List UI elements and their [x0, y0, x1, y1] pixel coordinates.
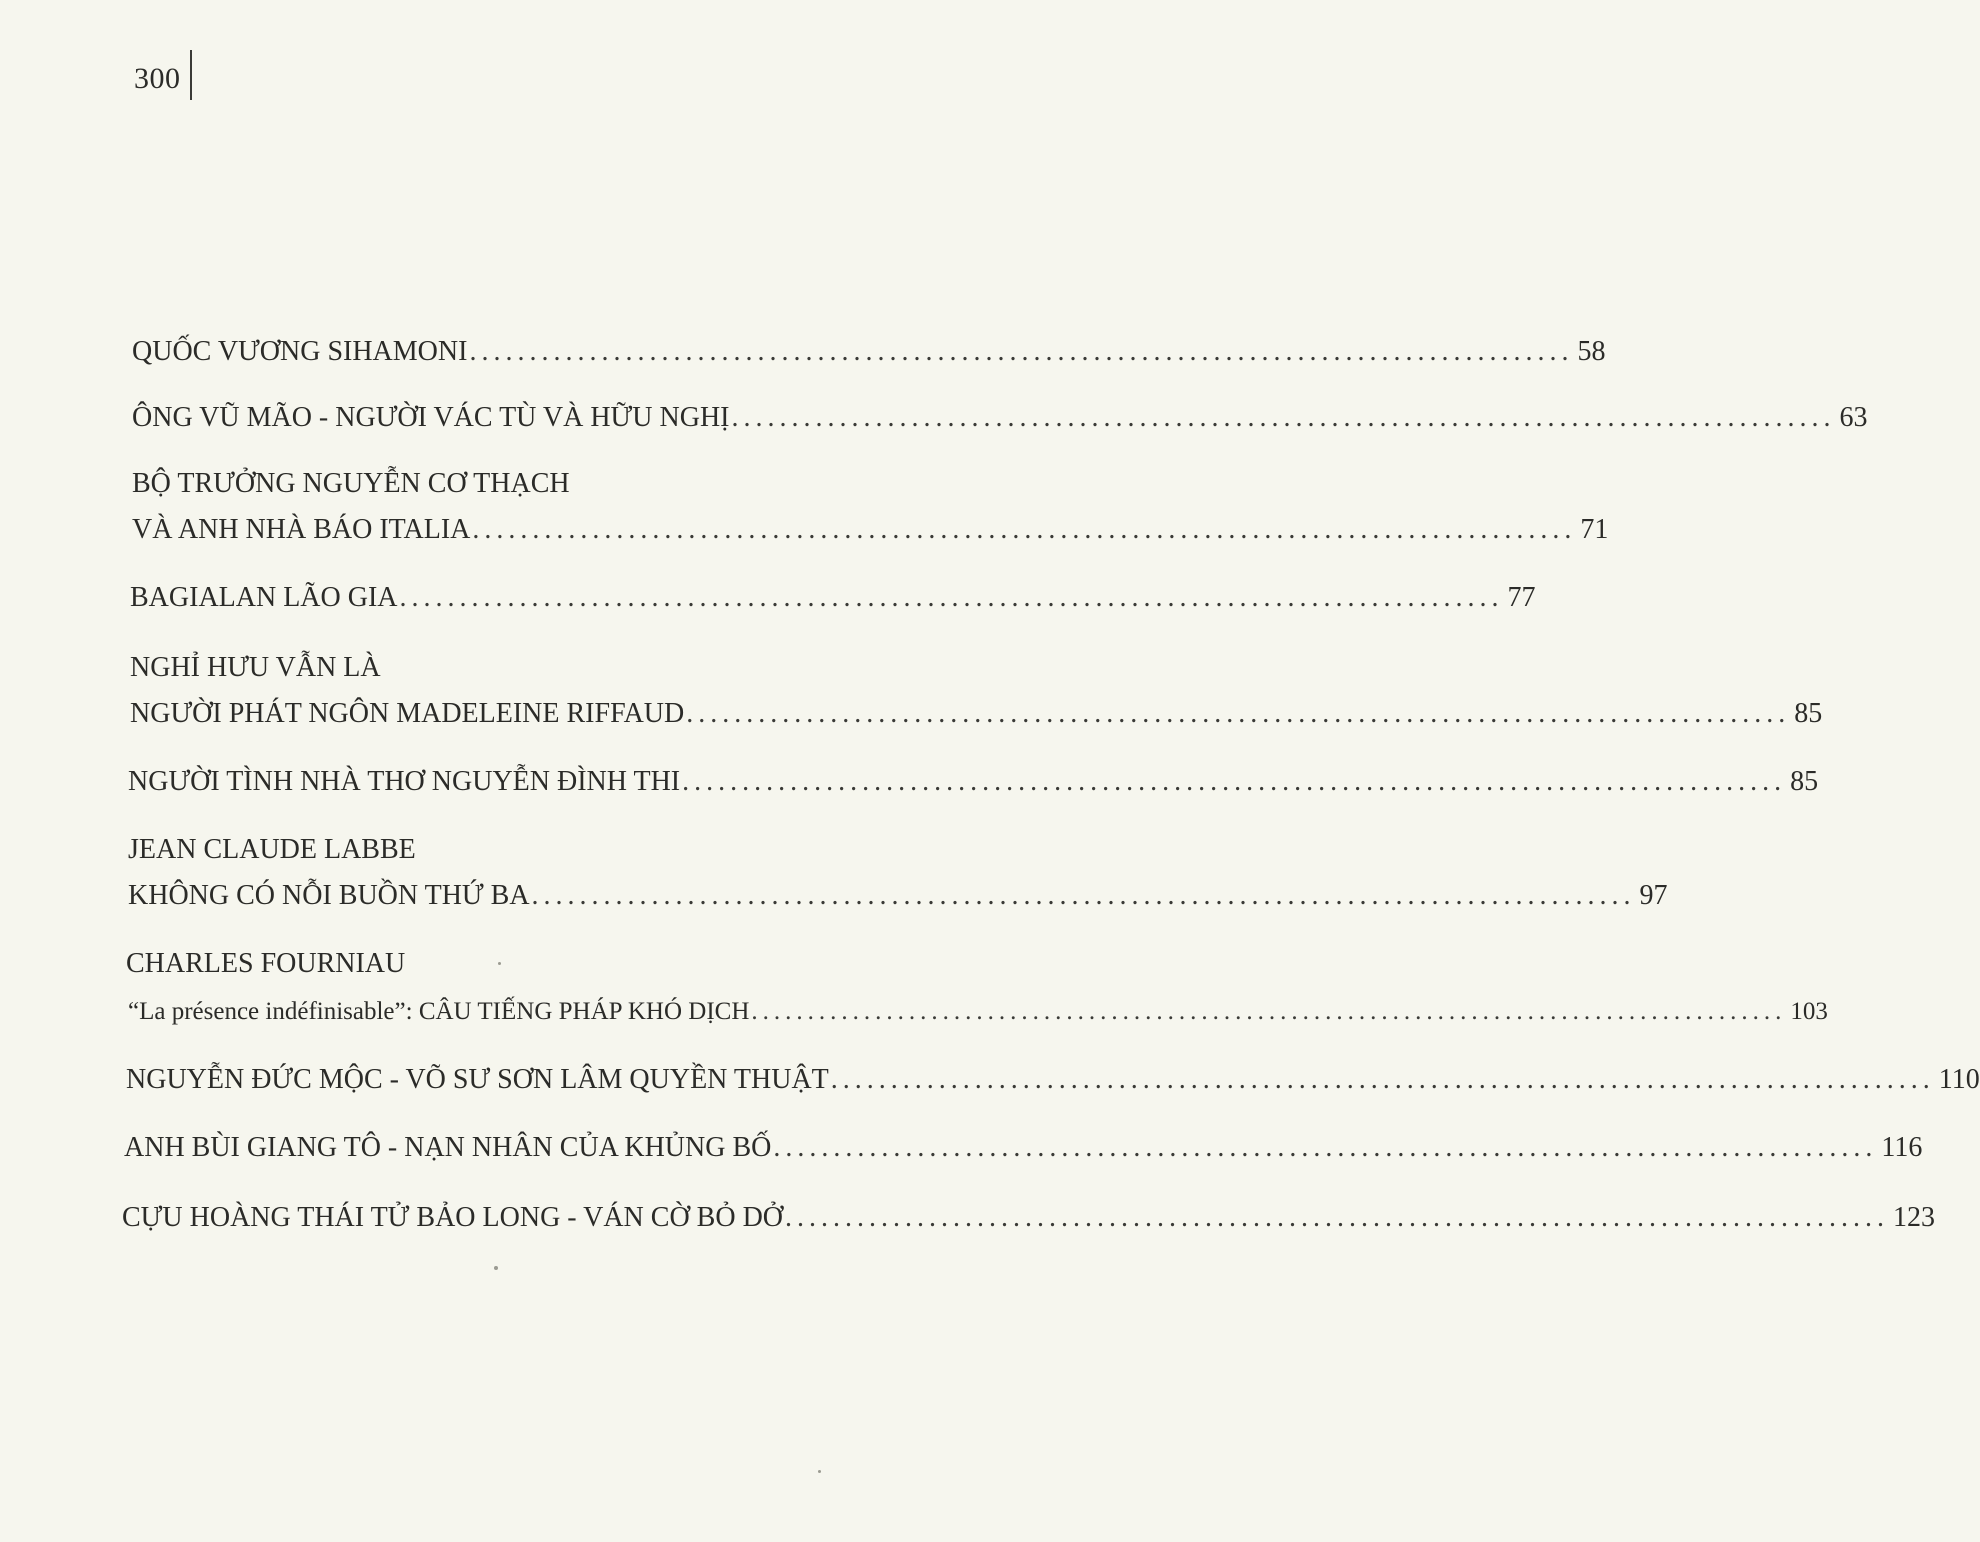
- toc-entry-title: QUỐC VƯƠNG SIHAMONI: [132, 336, 468, 367]
- toc-entry-page: 110: [1938, 1064, 1980, 1095]
- dot-leader: ............................................................................................: [472, 514, 1577, 545]
- paper-speck: [494, 1266, 498, 1270]
- toc-entry-title: ANH BÙI GIANG TÔ - NẠN NHÂN CỦA KHỦNG BỐ: [124, 1132, 772, 1163]
- toc-entry-page: 97: [1639, 880, 1668, 911]
- toc-entry-page: 63: [1839, 402, 1868, 433]
- toc-entry-title: CỰU HOÀNG THÁI TỬ BẢO LONG - VÁN CỜ BỎ DỞ: [122, 1202, 784, 1233]
- dot-leader: ............................................................................................: [785, 1202, 1890, 1233]
- dot-leader: ............................................................................................: [830, 1064, 1935, 1095]
- toc-entry: [0, 762, 1819, 802]
- toc-entry: [0, 510, 1609, 550]
- toc-entry: [0, 992, 1828, 1032]
- toc-entry: [0, 694, 1823, 734]
- toc-entry-page: 77: [1507, 582, 1536, 613]
- toc-entry-title: VÀ ANH NHÀ BÁO ITALIA: [132, 514, 471, 545]
- toc-entry-page: 123: [1893, 1202, 1936, 1233]
- toc-entry: [0, 578, 1536, 618]
- dot-leader: ............................................................................................: [751, 998, 1787, 1025]
- toc-entry-heading-line: [0, 464, 946, 504]
- toc-entry-page: 58: [1577, 336, 1606, 367]
- toc-entry-heading-line: [0, 944, 946, 984]
- toc-entry-title: NGƯỜI PHÁT NGÔN MADELEINE RIFFAUD: [130, 698, 685, 729]
- toc-entry-heading-line: [0, 648, 946, 688]
- toc-entry-title: KHÔNG CÓ NỖI BUỒN THỨ BA: [128, 880, 530, 911]
- toc-entry-page: 71: [1580, 514, 1609, 545]
- toc-entry-title-line1: CHARLES FOURNIAU: [126, 948, 406, 979]
- dot-leader: ............................................................................................: [469, 336, 1574, 367]
- toc-entry-page: 116: [1881, 1132, 1923, 1163]
- toc-entry-title: NGƯỜI TÌNH NHÀ THƠ NGUYỄN ĐÌNH THI: [128, 766, 681, 797]
- toc-entry-title-line1: BỘ TRƯỞNG NGUYỄN CƠ THẠCH: [132, 468, 570, 499]
- dot-leader: ............................................................................................: [773, 1132, 1878, 1163]
- toc-entry: [0, 332, 1606, 372]
- toc-entry-heading-line: [0, 830, 946, 870]
- toc-entry-title: ÔNG VŨ MÃO - NGƯỜI VÁC TÙ VÀ HỮU NGHỊ: [132, 402, 730, 433]
- toc-entry: [0, 1060, 1980, 1100]
- dot-leader: ............................................................................................: [686, 698, 1791, 729]
- paper-speck: [818, 1470, 821, 1473]
- toc-entry: [0, 876, 1668, 916]
- header-divider: [190, 50, 192, 100]
- toc-entry-title: “La présence indéfinisable”: CÂU TIẾNG PHÁP KHÓ DỊCH: [128, 998, 750, 1025]
- toc-entry-title: BAGIALAN LÃO GIA: [130, 582, 398, 613]
- dot-leader: ............................................................................................: [531, 880, 1636, 911]
- toc-entry-title-line1: JEAN CLAUDE LABBE: [128, 834, 416, 865]
- toc-entry-page: 85: [1794, 698, 1823, 729]
- toc-entry-page: 85: [1790, 766, 1819, 797]
- toc-entry-page: 103: [1790, 998, 1828, 1025]
- dot-leader: ............................................................................................: [731, 402, 1836, 433]
- toc-entry: [0, 1128, 1923, 1168]
- dot-leader: ............................................................................................: [399, 582, 1504, 613]
- dot-leader: ............................................................................................: [682, 766, 1787, 797]
- toc-entry-title: NGUYỄN ĐỨC MỘC - VÕ SƯ SƠN LÂM QUYỀN THUẬT: [126, 1064, 829, 1095]
- toc-entry: [0, 1198, 1936, 1238]
- page-number: 300: [134, 62, 181, 95]
- paper-speck: [498, 962, 501, 965]
- toc-entry: [0, 398, 1868, 438]
- toc-entry-title-line1: NGHỈ HƯU VẪN LÀ: [130, 652, 381, 683]
